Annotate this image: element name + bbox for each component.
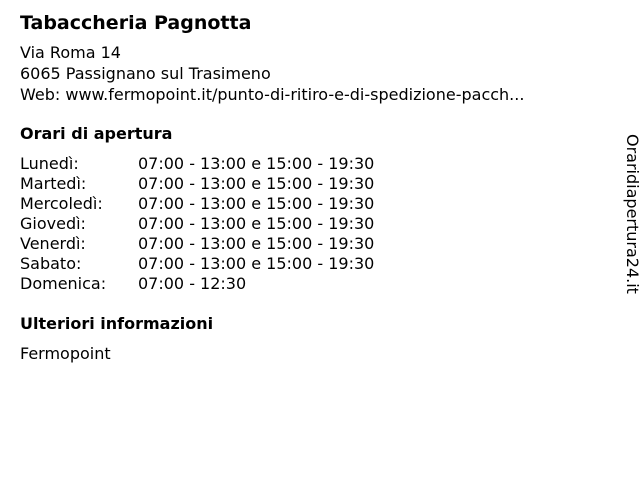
additional-info-text: Fermopoint — [20, 344, 111, 363]
time-range: 07:00 - 13:00 e 15:00 - 19:30 — [138, 214, 375, 233]
hours-row-tuesday — [20, 174, 440, 194]
hours-row-wednesday — [20, 194, 440, 214]
time-range: 07:00 - 12:30 — [138, 274, 247, 293]
opening-hours-list — [20, 154, 440, 294]
day-label: Sabato: — [20, 254, 82, 273]
additional-info-title: Ulteriori informazioni — [20, 314, 214, 333]
store-web-link[interactable]: Web: www.fermopoint.it/punto-di-ritiro-e-di-spedizione-pacch... — [20, 85, 525, 104]
hours-row-friday — [20, 234, 440, 254]
day-label: Lunedì: — [20, 154, 79, 173]
hours-row-saturday — [20, 254, 440, 274]
time-range: 07:00 - 13:00 e 15:00 - 19:30 — [138, 174, 375, 193]
day-label: Mercoledì: — [20, 194, 103, 213]
hours-row-thursday — [20, 214, 440, 234]
day-label: Venerdì: — [20, 234, 86, 253]
day-label: Domenica: — [20, 274, 107, 293]
time-range: 07:00 - 13:00 e 15:00 - 19:30 — [138, 254, 375, 273]
opening-hours-title: Orari di apertura — [20, 124, 173, 143]
day-label: Giovedì: — [20, 214, 86, 233]
hours-row-monday — [20, 154, 440, 174]
time-range: 07:00 - 13:00 e 15:00 - 19:30 — [138, 234, 375, 253]
store-city: 6065 Passignano sul Trasimeno — [20, 64, 271, 83]
store-street: Via Roma 14 — [20, 43, 121, 62]
time-range: 07:00 - 13:00 e 15:00 - 19:30 — [138, 154, 375, 173]
site-watermark: Oraridiapertura24.it — [623, 134, 642, 294]
hours-row-sunday — [20, 274, 440, 294]
time-range: 07:00 - 13:00 e 15:00 - 19:30 — [138, 194, 375, 213]
store-name: Tabaccheria Pagnotta — [20, 12, 252, 34]
day-label: Martedì: — [20, 174, 87, 193]
